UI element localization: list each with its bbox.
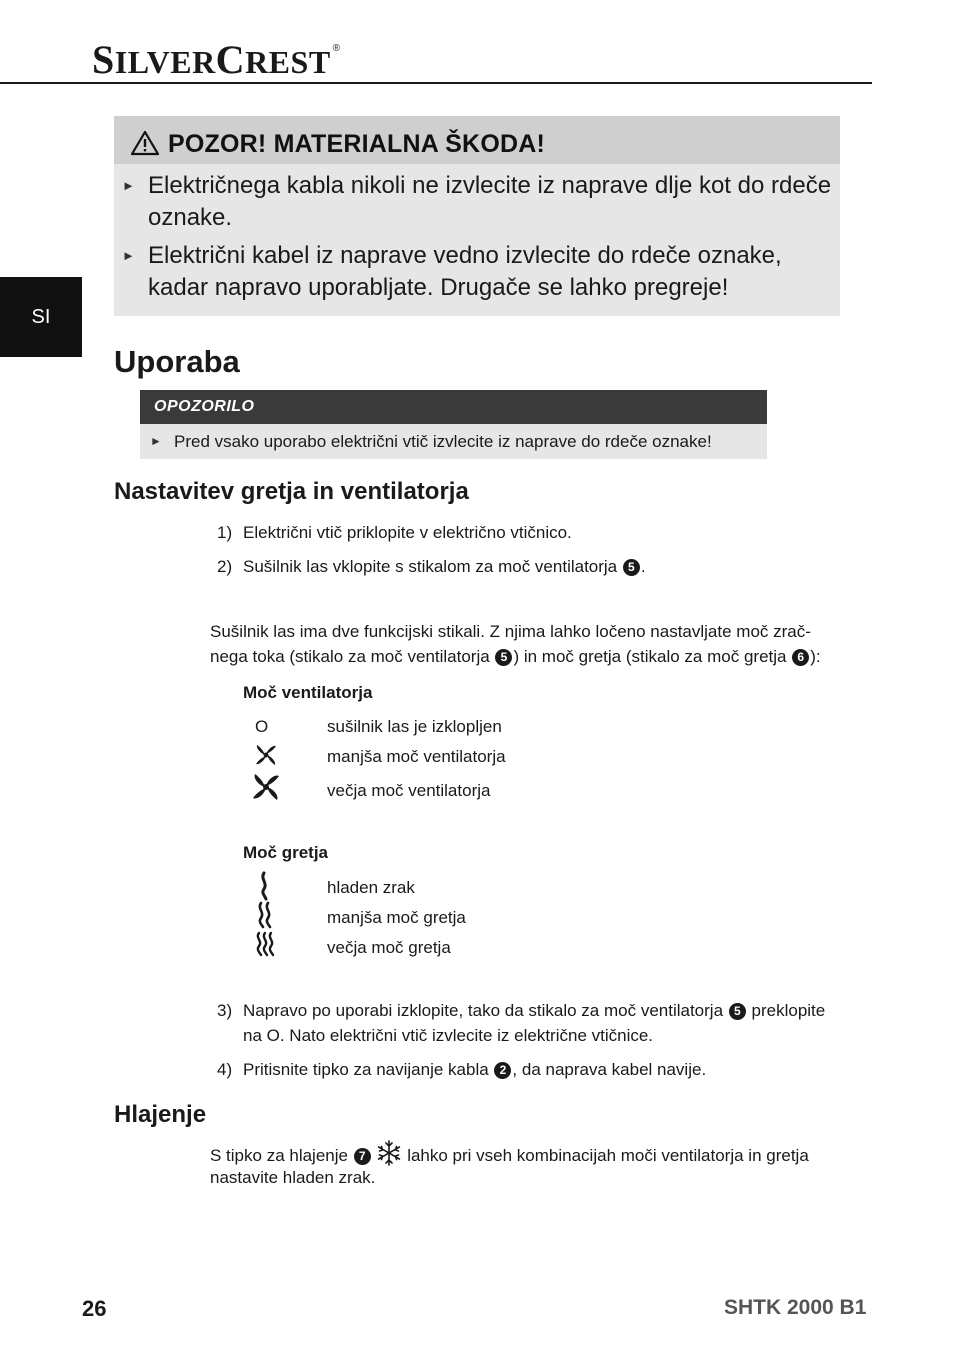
warning-item-2-line-2: kadar napravo uporabljate. Drugače se lahko pregreje! xyxy=(148,274,729,301)
step-number: 3) xyxy=(217,1001,233,1020)
language-tab-label: SI xyxy=(31,305,51,328)
model-number: SHTK 2000 B1 xyxy=(724,1296,867,1319)
fan-small-icon xyxy=(253,742,279,773)
fan-power-title: Moč ventilatorja xyxy=(243,683,373,702)
fan-row-text: sušilnik las je izklopljen xyxy=(327,717,502,736)
heat-row-text: hladen zrak xyxy=(327,878,415,897)
heat-row-text: večja moč gretja xyxy=(327,938,451,957)
step-text: Električni vtič priklopite v električno vtičnico. xyxy=(243,523,572,542)
warning-triangle-icon xyxy=(130,130,160,161)
section-title-nastavitev: Nastavitev gretja in ventilatorja xyxy=(114,478,469,505)
reference-number-badge: 5 xyxy=(729,1003,746,1020)
step-text: Pritisnite tipko za navijanje kabla 2 , da naprava kabel navije. xyxy=(243,1060,707,1079)
step-text: na O. Nato električni vtič izvlecite iz električne vtičnice. xyxy=(243,1026,654,1045)
paragraph-line: nega toka (stikalo za moč ventilatorja 5 ) in moč gretja (stikalo za moč gretja 6 ): xyxy=(210,647,821,666)
fan-row-text: večja moč ventilatorja xyxy=(327,781,491,800)
step-text: Sušilnik las vklopite s stikalom za moč ventilatorja 5 . xyxy=(243,557,646,576)
paragraph-line: nastavite hladen zrak. xyxy=(210,1168,376,1187)
reference-number-badge: 6 xyxy=(792,649,809,666)
off-icon: O xyxy=(255,717,269,736)
warning-item-1-line-2: oznake. xyxy=(148,204,233,231)
section-title-hlajenje: Hlajenje xyxy=(114,1101,207,1128)
warning-title: POZOR! MATERIALNA ŠKODA! xyxy=(168,130,545,158)
header-rule xyxy=(0,82,872,84)
section-title-uporaba: Uporaba xyxy=(114,344,240,379)
heat-row-text: manjša moč gretja xyxy=(327,908,466,927)
bullet-arrow-icon: ► xyxy=(122,248,135,263)
step-number: 4) xyxy=(217,1060,233,1079)
step-number: 2) xyxy=(217,557,233,576)
language-tab xyxy=(0,277,82,357)
reference-number-badge: 7 xyxy=(354,1148,371,1165)
brand-logo: SILVERCREST ® xyxy=(92,37,341,82)
bullet-arrow-icon: ► xyxy=(122,178,135,193)
paragraph-line: S tipko za hlajenje 7 lahko pri vseh kombinacijah moči ventilatorja in gretja xyxy=(210,1140,809,1173)
fan-large-icon xyxy=(250,771,282,808)
reference-number-badge: 5 xyxy=(623,559,640,576)
page-number: 26 xyxy=(82,1296,107,1321)
warning-item-2-line-1: Električni kabel iz naprave vedno izvlecite do rdeče oznake, xyxy=(148,242,782,269)
fan-row-text: manjša moč ventilatorja xyxy=(327,747,506,766)
note-title: OPOZORILO xyxy=(154,398,255,415)
snowflake-icon xyxy=(376,1140,402,1173)
note-text: Pred vsako uporabo električni vtič izvlecite iz naprave do rdeče oznake! xyxy=(174,432,712,451)
warning-item-1-line-1: Električnega kabla nikoli ne izvlecite iz naprave dlje kot do rdeče xyxy=(148,172,832,199)
heat-power-title: Moč gretja xyxy=(243,843,329,862)
reference-number-badge: 2 xyxy=(494,1062,511,1079)
paragraph-line: Sušilnik las ima dve funkcijski stikali. Z njima lahko ločeno nastavljate moč zrač- xyxy=(210,622,811,641)
step-text: Napravo po uporabi izklopite, tako da stikalo za moč ventilatorja 5 preklopite xyxy=(243,1001,826,1020)
heat-2-icon xyxy=(255,901,275,934)
heat-3-icon xyxy=(254,931,278,962)
reference-number-badge: 5 xyxy=(495,649,512,666)
bullet-arrow-icon: ► xyxy=(150,434,162,448)
step-number: 1) xyxy=(217,523,233,542)
